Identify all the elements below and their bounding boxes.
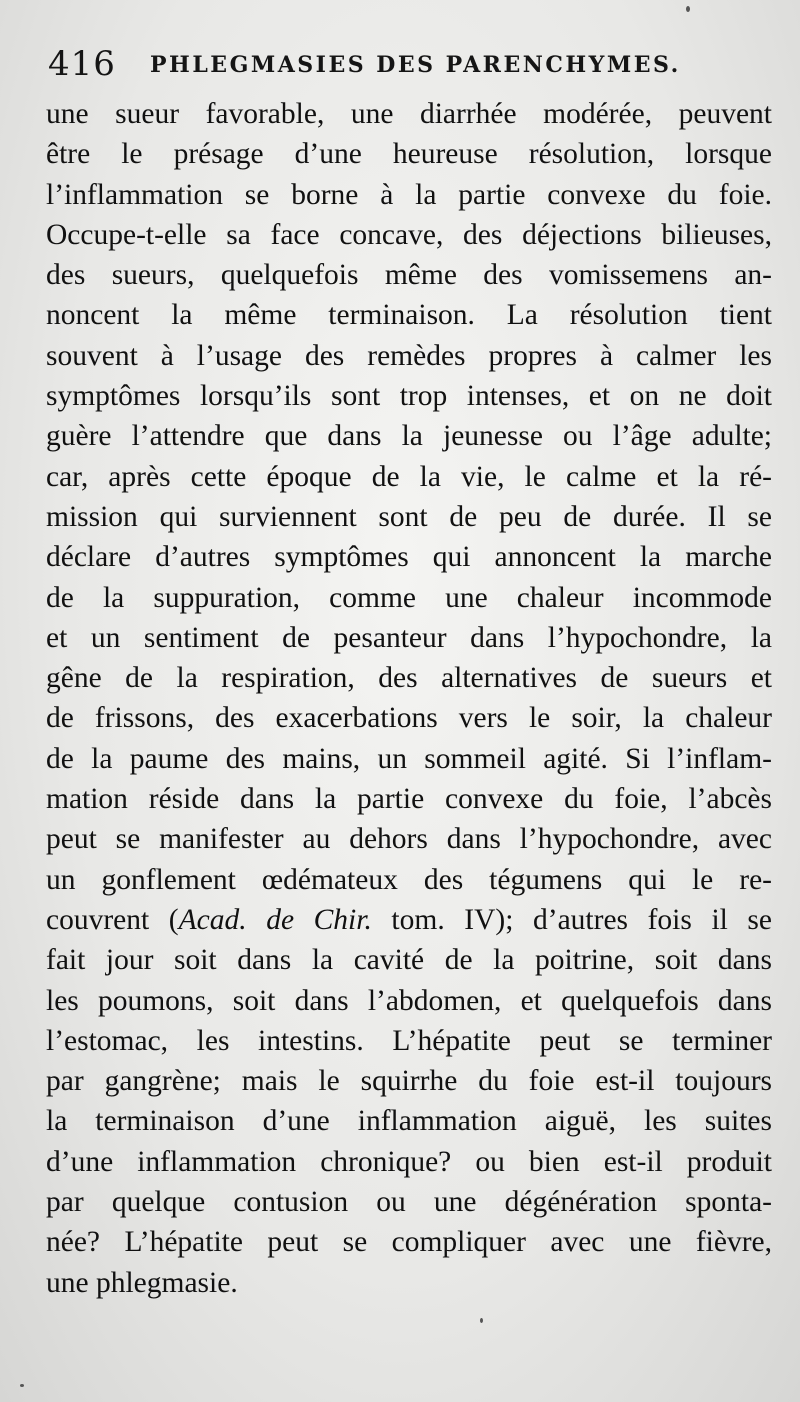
paper-speck <box>686 6 690 12</box>
text-line: symptômes lorsqu’ils sont trop intenses, et on ne doit <box>46 380 772 413</box>
text-line: mation réside dans la partie convexe du foie, l’abcès <box>46 783 772 816</box>
text-line: des sueurs, quelquefois même des vomissemens an- <box>46 259 772 292</box>
text-line: fait jour soit dans la cavité de la poitrine, soit dans <box>46 944 772 977</box>
citation-after: tom. IV); d’autres fois il se <box>371 903 772 936</box>
text-line: déclare d’autres symptômes qui annoncent la marche <box>46 541 772 574</box>
text-line: de la paume des mains, un sommeil agité. Si l’inflam- <box>46 742 772 775</box>
text-line: guère l’attendre que dans la jeunesse ou l’âge adulte; <box>46 420 772 453</box>
text-line: de la suppuration, comme une chaleur incommode <box>46 581 772 614</box>
text-line: par gangrène; mais le squirrhe du foie est-il toujours <box>46 1065 772 1098</box>
text-line: l’inflammation se borne à la partie convexe du foie. <box>46 178 772 211</box>
text-line: un gonflement œdémateux des tégumens qui le re- <box>46 863 772 896</box>
text-line: d’une inflammation chronique? ou bien est-il produit <box>46 1145 772 1178</box>
text-line: noncent la même terminaison. La résolution tient <box>46 299 772 332</box>
text-line: mission qui surviennent sont de peu de durée. Il se <box>46 500 772 533</box>
text-line: née? L’hépatite peut se compliquer avec une fièvre, <box>46 1226 772 1259</box>
paper-speck <box>480 1318 483 1323</box>
text-line: peut se manifester au dehors dans l’hypochondre, avec <box>46 823 772 856</box>
text-line: une sueur favorable, une diarrhée modérée, peuvent <box>46 98 772 130</box>
citation-italic: Acad. de Chir. <box>178 903 372 936</box>
page-number: 416 <box>48 44 116 84</box>
body-text <box>46 94 772 1303</box>
running-head: PHLEGMASIES DES PARENCHYMES. <box>150 52 681 78</box>
page-header <box>48 44 768 94</box>
text-line: et un sentiment de pesanteur dans l’hypochondre, la <box>46 621 772 654</box>
citation-before: couvrent ( <box>46 903 179 936</box>
text-line: par quelque contusion ou une dégénération sponta- <box>46 1186 772 1219</box>
text-line: les poumons, soit dans l’abdomen, et quelquefois dans <box>46 984 772 1017</box>
text-line-last: une phlegmasie. <box>46 1266 238 1299</box>
text-line: de frissons, des exacerbations vers le soir, la chaleur <box>46 702 772 735</box>
text-line-citation <box>46 900 772 940</box>
text-line: car, après cette époque de la vie, le calme et la ré- <box>46 460 772 493</box>
text-line: gêne de la respiration, des alternatives de sueurs et <box>46 662 772 695</box>
text-line: Occupe-t-elle sa face concave, des déjections bilieuses, <box>46 218 772 251</box>
text-line: la terminaison d’une inflammation aiguë, les suites <box>46 1105 772 1138</box>
text-line: souvent à l’usage des remèdes propres à calmer les <box>46 339 772 372</box>
text-line: être le présage d’une heureuse résolution, lorsque <box>46 138 772 171</box>
paper-speck <box>20 1384 24 1387</box>
text-line: l’estomac, les intestins. L’hépatite peut se terminer <box>46 1024 772 1057</box>
